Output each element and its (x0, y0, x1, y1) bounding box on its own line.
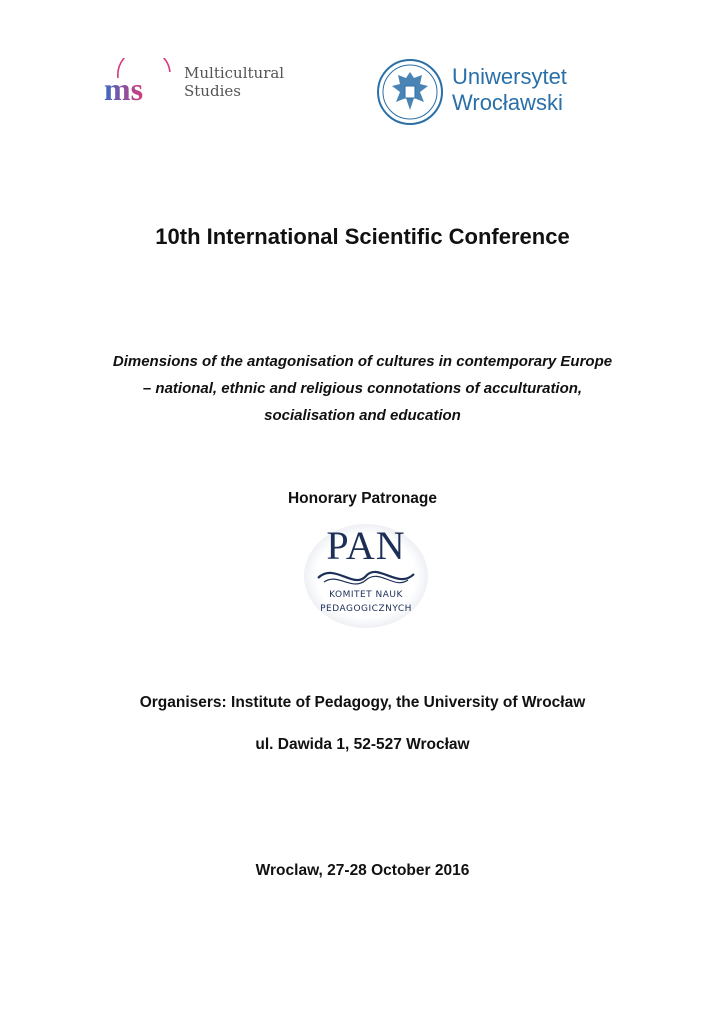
subtitle-line-3: socialisation and education (264, 407, 461, 424)
address-line: ul. Dawida 1, 52-527 Wrocław (255, 736, 470, 753)
honorary-patronage-label: Honorary Patronage (287, 490, 437, 507)
pan-line-1: KOMITET NAUK (329, 590, 403, 600)
subtitle-line-1: Dimensions of the antagonisation of cultures in contemporary Europe (112, 353, 613, 370)
university-name-line2: Wrocławski (452, 90, 563, 115)
svg-text:ms: ms (104, 71, 144, 107)
organisers-line: Organisers: Institute of Pedagogy, the University of Wrocław (139, 694, 586, 711)
university-wroclaw-logo (376, 58, 596, 130)
ms-name-line2: Studies (184, 82, 241, 100)
conference-subtitle (60, 348, 665, 429)
university-name-line1: Uniwersytet (452, 64, 567, 89)
ms-mark-icon (100, 58, 180, 108)
pan-logo (304, 524, 428, 628)
conference-date: Wroclaw, 27-28 October 2016 (255, 862, 470, 879)
ms-name-line1: Multicultural (184, 64, 285, 82)
conference-title: 10th International Scientific Conference (155, 224, 570, 249)
pan-line-2: PEDAGOGICZNYCH (320, 604, 412, 614)
pan-wordmark: PAN (326, 523, 406, 568)
multicultural-studies-logo (100, 58, 300, 108)
subtitle-line-2: – national, ethnic and religious connotations of acculturation, (142, 380, 583, 397)
eagle-crest-icon (376, 58, 446, 128)
